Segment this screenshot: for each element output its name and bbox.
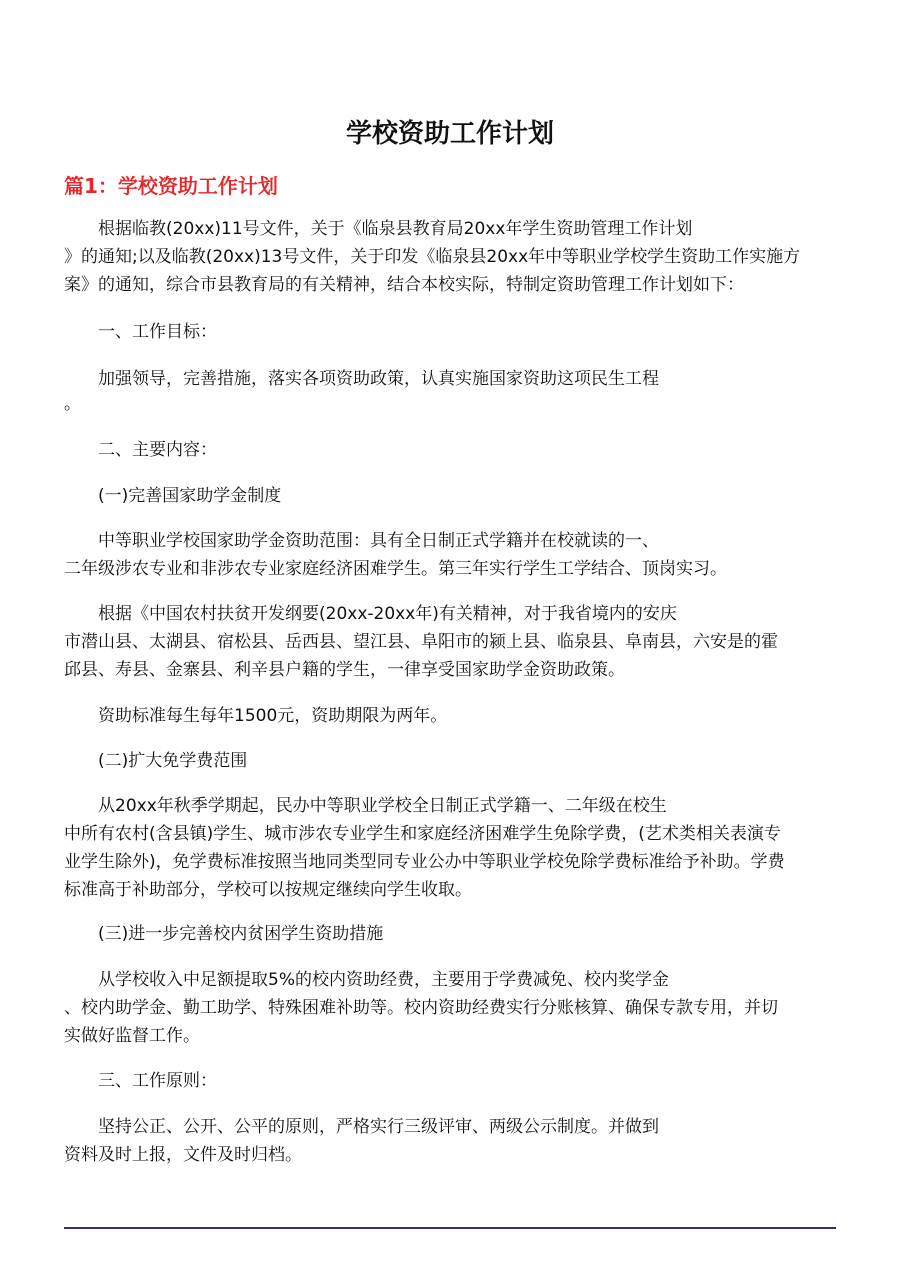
paragraph-line: 根据《中国农村扶贫开发纲要(20xx-20xx年)有关精神，对于我省境内的安庆: [98, 604, 677, 624]
paragraph-line: 资料及时上报，文件及时归档。: [64, 1145, 302, 1165]
footer-rule: [64, 1227, 836, 1229]
paragraph-line: 。: [64, 394, 81, 414]
section-label: 三、工作原则：: [98, 1071, 217, 1091]
paragraph-line: 市潜山县、太湖县、宿松县、岳西县、望江县、阜阳市的颍上县、临泉县、阜南县，六安是的霍: [64, 632, 778, 652]
subsection-label: (一)完善国家助学金制度: [98, 486, 282, 506]
paragraph-line: 邱县、寿县、金寨县、利辛县户籍的学生，一律享受国家助学金资助政策。: [64, 660, 625, 680]
paragraph-line: 标准高于补助部分，学校可以按规定继续向学生收取。: [64, 880, 472, 900]
subsection-label: (三)进一步完善校内贫困学生资助措施: [98, 924, 384, 944]
paragraph-line: 坚持公正、公开、公平的原则，严格实行三级评审、两级公示制度。并做到: [98, 1117, 659, 1137]
paragraph-line: 、校内助学金、勤工助学、特殊困难补助等。校内资助经费实行分账核算、确保专款专用，并切: [64, 998, 778, 1018]
paragraph-line: 资助标准每生每年1500元，资助期限为两年。: [98, 706, 448, 726]
section-label: 一、工作目标：: [98, 322, 217, 342]
section-label: 二、主要内容：: [98, 440, 217, 460]
paragraph-line: 从学校收入中足额提取5%的校内资助经费，主要用于学费减免、校内奖学金: [98, 970, 669, 990]
subsection-label: (二)扩大免学费范围: [98, 751, 248, 771]
paragraph-line: 业学生除外)，免学费标准按照当地同类型同专业公办中等职业学校免除学费标准给予补助。学费: [64, 852, 785, 872]
paragraph-line: 加强领导，完善措施，落实各项资助政策，认真实施国家资助这项民生工程: [98, 369, 659, 389]
paragraph-line: 从20xx年秋季学期起，民办中等职业学校全日制正式学籍一、二年级在校生: [98, 796, 667, 816]
paragraph-line: 案》的通知，综合市县教育局的有关精神，结合本校实际，特制定资助管理工作计划如下：: [64, 275, 744, 295]
paragraph-line: 根据临教(20xx)11号文件，关于《临泉县教育局20xx年学生资助管理工作计划: [98, 219, 693, 239]
paragraph-line: 实做好监督工作。: [64, 1026, 200, 1046]
paragraph-line: 二年级涉农专业和非涉农专业家庭经济困难学生。第三年实行学生工学结合、顶岗实习。: [64, 559, 727, 579]
paragraph-line: 中等职业学校国家助学金资助范围：具有全日制正式学籍并在校就读的一、: [98, 531, 659, 551]
section-heading: 篇1：学校资助工作计划: [64, 174, 278, 198]
document-title: 学校资助工作计划: [345, 119, 554, 149]
paragraph-line: 》的通知;以及临教(20xx)13号文件，关于印发《临泉县20xx年中等职业学校学生资助工作实施方: [64, 247, 801, 267]
paragraph-line: 中所有农村(含县镇)学生、城市涉农专业学生和家庭经济困难学生免除学费，(艺术类相关表演专: [64, 824, 781, 844]
